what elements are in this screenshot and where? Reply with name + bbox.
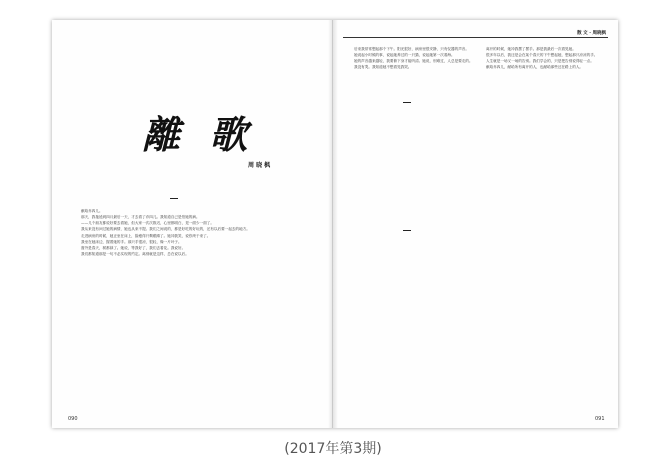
paragraph: 献给乔四儿，献给所有离开的人，也献给那些还在路上的人。 [486,65,584,70]
paragraph: ——几个朋友都说好要去看她，但大家一次次推迟，心里都明白，见一面少一面了。 [81,221,214,226]
paragraph: 我们都知道那是一句不必实现的约定。离别就是这样，总在说以后。 [81,252,189,257]
running-header: 散 文 · 周晓枫 [577,31,606,36]
paragraph: 她的声音越来越轻，我要俯下身才能听清。她说，别难过，人总是要走的。 [354,59,473,64]
paragraph: 那天，我拖延到四月最后一天，才去看了乔四儿。我知道自己是怕她的病。 [81,215,200,220]
book-gutter [328,20,338,428]
left-page [52,20,333,428]
paragraph: 窗外是春天，树都绿了。她说，等我好了，我们去看花。我说好。 [81,245,186,250]
right-col-1 [347,46,473,406]
header-rule [343,37,608,38]
paragraph: 离开的时候，她冲我摆了摆手。那是我最后一次看见她。 [486,47,576,51]
paragraph: 后来我常常想起那个下午。阳光很好，病房里很安静，只有仪器的声音。 [354,47,469,51]
page-number: 090 [68,416,78,422]
paragraph: 她说起小时候的事，说起她养过的一只猫，说起她第一次看海。 [354,53,455,58]
left-body-text [74,208,314,413]
paragraph: 我从来没有问过她的病情，她也从来不提。我们之间说的，都是好吃的好玩的，还有以后要一起去的地方。 [81,227,250,232]
right-col-2 [479,46,605,406]
page-number: 091 [595,416,605,422]
issue-caption: (2017年第3期) [284,441,382,457]
magazine-spread [52,20,618,428]
section-divider-1 [170,198,178,199]
right-page [333,20,618,428]
paragraph: 献给乔四儿。 [81,209,103,213]
paragraph: 很多年以后，我还是会在某个春天的下午想起她，想起那只凉凉的手。 [486,53,598,58]
paragraph: 我没有哭。我知道她不想看见我哭。 [354,65,412,70]
article-author: 周 晓 枫 [248,162,271,169]
paragraph: 走进病房的时候，她正坐在床上，脸瘦得只剩眼睛了。她冲我笑，说你终于来了。 [81,233,211,238]
paragraph: 我坐在她床边，握着她的手。那只手很凉，很轻，像一片叶子。 [81,239,182,244]
article-title: 離 歌 [142,112,256,157]
paragraph: 人生就是一场又一场的告别。我们学会的，只是把告别说得轻一点。 [486,59,594,64]
